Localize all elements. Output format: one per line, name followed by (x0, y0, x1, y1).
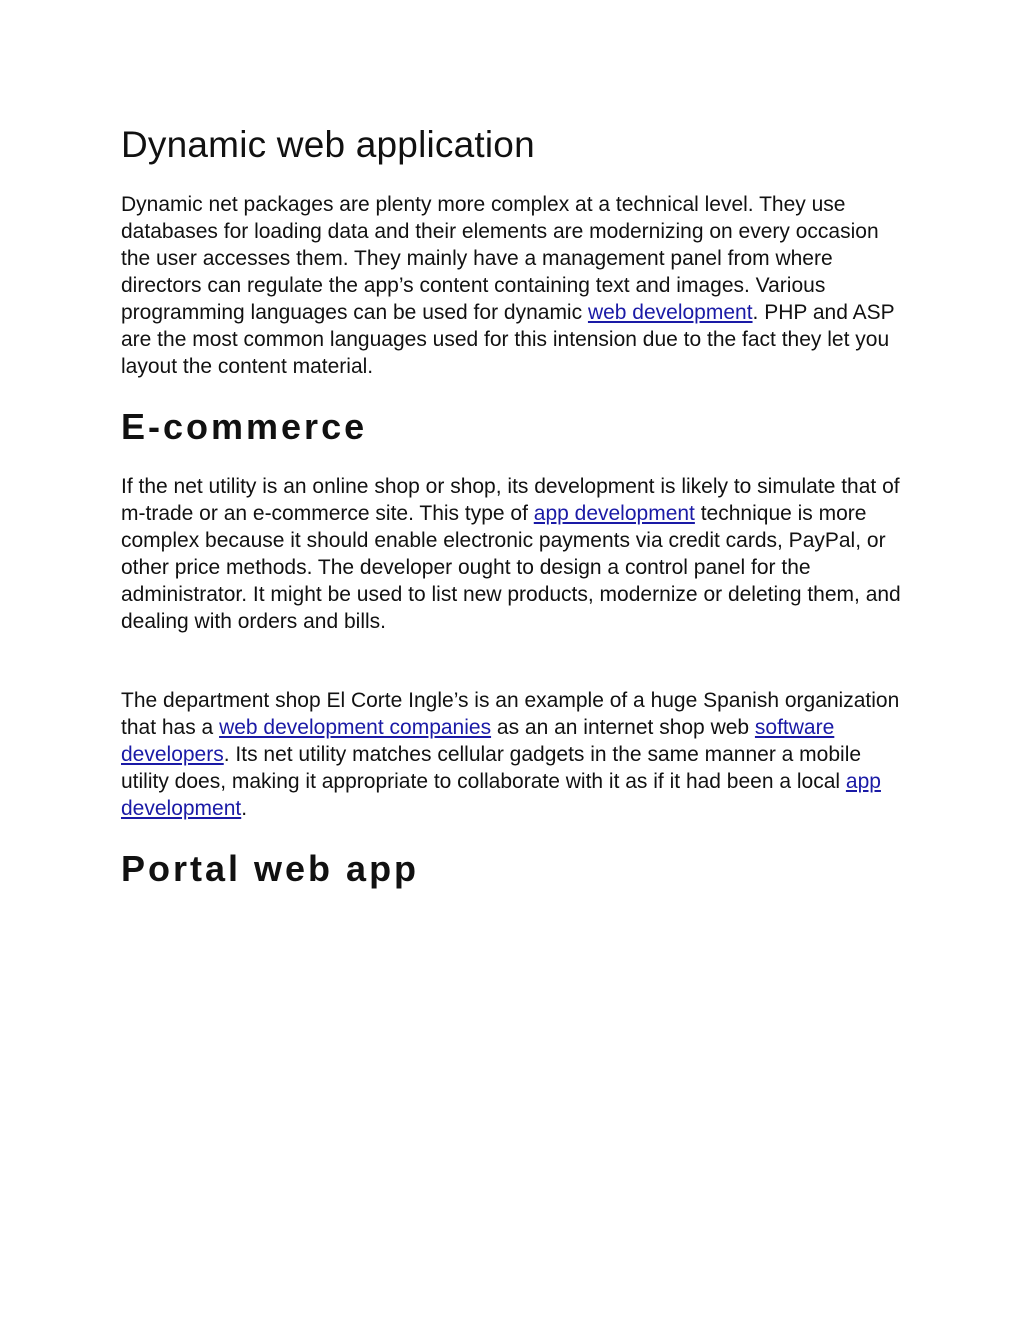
e-commerce-heading: E-commerce (121, 406, 368, 447)
app-development-link[interactable]: app development (533, 502, 695, 525)
e-commerce-paragraph-2 (121, 687, 911, 822)
paragraph-text: If the net utility is an online shop or shop, its development is likely to simulate that of m-trade or an e-commerce site. This type of (121, 475, 900, 525)
web-development-companies-link[interactable]: web development companies (219, 716, 492, 739)
dynamic-web-application-paragraph (121, 191, 911, 380)
app-development-link-2[interactable]: app development (121, 770, 881, 820)
paragraph-text: . (241, 797, 248, 820)
paragraph-text: . PHP and ASP are the most common languages used for this intension due to the fact they let you layout the content material. (121, 301, 895, 378)
paragraph-text: technique is more complex because it should enable electronic payments via credit cards, PayPal, or other price methods. The developer ought to design a control panel for the administrator. It might be used to list new products, modernize or deleting them, and dealing with orders and bills. (121, 502, 901, 633)
paragraph-text: as an an internet shop web (491, 716, 755, 739)
software-developers-link[interactable]: software developers (121, 716, 835, 766)
paragraph-text: Dynamic net packages are plenty more complex at a technical level. They use databases for loading data and their elements are modernizing on every occasion the user accesses them. They mainly have a management panel from where directors can regulate the app’s content containing text and images. Various programming languages can be used for dynamic (121, 193, 879, 324)
paragraph-text: . Its net utility matches cellular gadgets in the same manner a mobile utility does, making it appropriate to collaborate with it as if it had been a local (121, 743, 862, 793)
e-commerce-paragraph-1 (121, 473, 911, 635)
paragraph-text: The department shop El Corte Ingle’s is an example of a huge Spanish organization that has a (121, 689, 900, 739)
dynamic-web-application-title: Dynamic web application (121, 124, 535, 165)
portal-web-app-heading: Portal web app (121, 848, 420, 889)
web-development-link[interactable]: web development (587, 301, 753, 324)
